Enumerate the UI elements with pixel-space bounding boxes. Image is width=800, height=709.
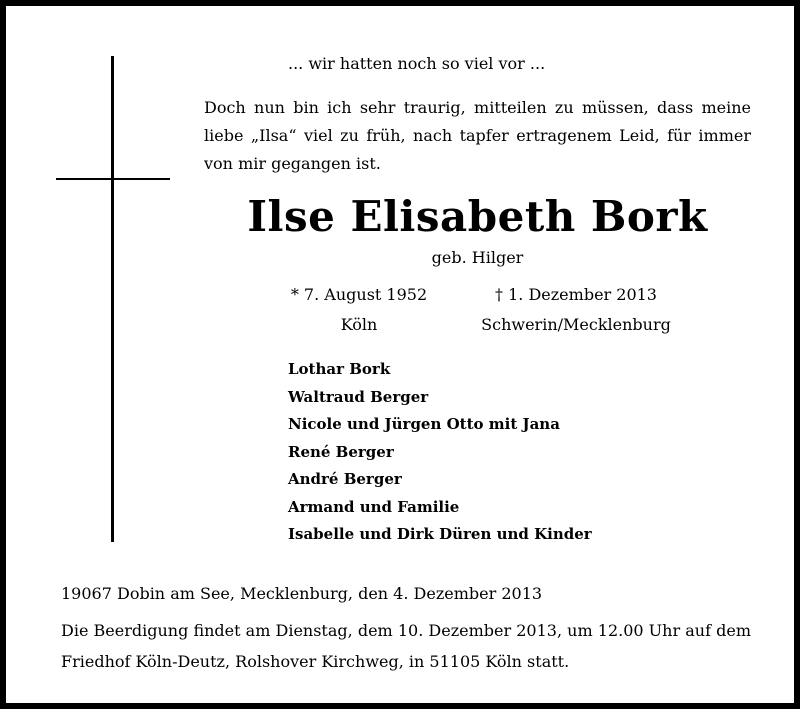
place-and-date: 19067 Dobin am See, Mecklenburg, den 4. Dezember 2013 <box>61 584 543 603</box>
mourner-name: Waltraud Berger <box>288 387 429 406</box>
death-place: Schwerin/Mecklenburg <box>481 315 671 334</box>
mourner-name: Nicole und Jürgen Otto mit Jana <box>288 415 560 433</box>
funeral-info: Die Beerdigung findet am Dienstag, dem 10. Dezember 2013, um 12.00 Uhr auf dem Friedhof Köln-Deutz, Rolshover Kirchweg, in 51105 Köln statt. <box>61 621 751 671</box>
intro-text: Doch nun bin ich sehr traurig, mitteilen zu müssen, dass meine liebe „Ilsa“ viel zu früh, nach tapfer ertragenem Leid, für immer von mir gegangen ist. <box>204 98 751 173</box>
death-date: † 1. Dezember 2013 <box>495 285 657 304</box>
deceased-name: Ilse Elisabeth Bork <box>247 192 708 241</box>
mourner-name: Armand und Familie <box>288 497 460 516</box>
mourner-name: André Berger <box>288 470 402 488</box>
birth-date: * 7. August 1952 <box>290 285 428 304</box>
mourner-name: René Berger <box>288 442 394 461</box>
mourners-list <box>288 356 592 549</box>
opening-quote: ... wir hatten noch so viel vor ... <box>288 54 546 73</box>
birth-info <box>284 280 434 340</box>
cross-horizontal-bar <box>56 178 170 180</box>
death-info <box>481 280 671 340</box>
mourner-name: Lothar Bork <box>288 360 391 378</box>
maiden-name: geb. Hilger <box>431 248 524 267</box>
cross-vertical-bar <box>111 56 114 542</box>
birth-place: Köln <box>340 315 378 334</box>
mourner-name: Isabelle und Dirk Düren und Kinder <box>288 525 592 543</box>
